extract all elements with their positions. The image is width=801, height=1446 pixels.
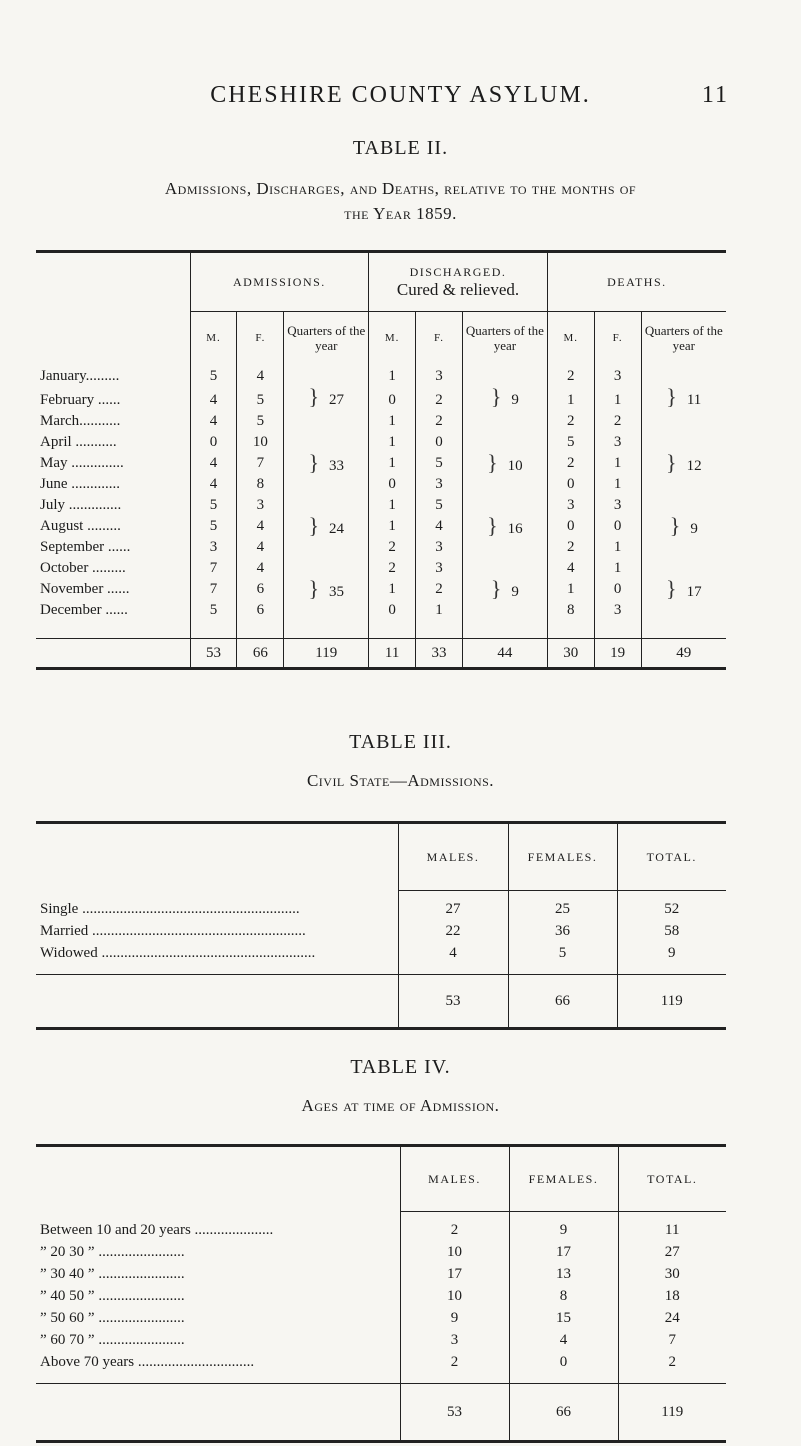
adm-m-header: M. [190, 312, 237, 364]
spacer-cell [509, 1374, 618, 1384]
dis-quarter-value [462, 558, 547, 621]
table4-subtitle: Ages at time of Admission. [301, 1096, 500, 1115]
adm-m-value: 4 [190, 453, 237, 474]
row-label: Between 10 and 20 years ..................... [40, 1222, 274, 1238]
table-iii [36, 821, 726, 1030]
adm-f-header: F. [237, 312, 284, 364]
females-value: 9 [509, 1220, 618, 1242]
dis-f-value: 4 [416, 516, 463, 537]
running-head [0, 82, 801, 109]
dis-quarter-value [462, 495, 547, 558]
total-dis-f: 33 [416, 639, 463, 669]
table2-spacer-row [36, 621, 726, 639]
table3-stub-header [36, 823, 398, 891]
adm-m-value: 3 [190, 537, 237, 558]
brace-glyph: } [669, 512, 681, 538]
spacer-cell [400, 1212, 509, 1220]
dis-f-value: 0 [416, 432, 463, 453]
adm-m-value: 7 [190, 558, 237, 579]
row-label: Married ......................................................... [40, 923, 306, 939]
table3-top-spacer [36, 891, 726, 899]
table4-totals-stub [36, 1384, 400, 1442]
dea-f-value: 3 [594, 364, 641, 390]
spacer-cell [237, 621, 284, 639]
dis-f-value: 2 [416, 579, 463, 600]
adm-m-value: 0 [190, 432, 237, 453]
adm-m-value: 4 [190, 390, 237, 411]
table3-totals-row [36, 975, 726, 1029]
total-dea-m: 30 [547, 639, 594, 669]
females-value: 4 [509, 1330, 618, 1352]
dea-quarter-number: 9 [690, 520, 698, 537]
dea-m-value: 3 [547, 495, 594, 516]
month-row [36, 558, 726, 579]
spacer-cell [617, 965, 726, 975]
discharged-sublabel: Cured & relieved. [396, 279, 520, 299]
month-label: March........... [40, 412, 121, 429]
adm-quarter-number: 27 [329, 392, 345, 408]
adm-f-value: 4 [237, 558, 284, 579]
dea-f-header: F. [594, 312, 641, 364]
dis-m-value: 2 [369, 537, 416, 558]
females-value: 0 [509, 1352, 618, 1374]
row-label: ” 50 60 ” ....................... [40, 1310, 185, 1326]
brace-glyph: } [666, 575, 677, 601]
spacer-cell [618, 1212, 726, 1220]
spacer-cell [36, 965, 398, 975]
total-value: 24 [618, 1308, 726, 1330]
adm-quarters-header: Quarters of the year [284, 312, 369, 364]
month-row [36, 537, 726, 558]
table4-females-header: FEMALES. [509, 1146, 618, 1212]
table4-top-spacer [36, 1212, 726, 1220]
table2-stub-header [36, 252, 190, 364]
table-row [36, 1264, 726, 1286]
table3-total-females: 66 [508, 975, 617, 1029]
dis-m-value: 1 [369, 495, 416, 516]
dis-m-value: 0 [369, 390, 416, 411]
spacer-cell [547, 621, 594, 639]
dea-quarter-number: 11 [686, 392, 702, 408]
dea-quarter-value [641, 558, 726, 621]
adm-m-value: 5 [190, 516, 237, 537]
deaths-header: DEATHS. [547, 252, 726, 312]
dea-f-value: 0 [594, 516, 641, 537]
adm-f-value: 4 [237, 516, 284, 537]
total-value: 30 [618, 1264, 726, 1286]
females-value: 5 [508, 943, 617, 965]
table4-title: TABLE IV. [350, 1056, 451, 1078]
row-label: Single .......................................................... [40, 901, 300, 917]
dea-m-value: 2 [547, 364, 594, 390]
month-row [36, 474, 726, 495]
table-row [36, 1330, 726, 1352]
dis-m-value: 0 [369, 474, 416, 495]
table3-females-header: FEMALES. [508, 823, 617, 891]
dis-m-value: 1 [369, 411, 416, 432]
dea-f-value: 3 [594, 600, 641, 621]
adm-m-value: 4 [190, 474, 237, 495]
dis-f-value: 3 [416, 537, 463, 558]
adm-f-value: 3 [237, 495, 284, 516]
table3-subtitle: Civil State—Admissions. [306, 771, 495, 790]
discharged-label: DISCHARGED. [409, 264, 507, 279]
males-value: 9 [400, 1308, 509, 1330]
spacer-cell [36, 621, 190, 639]
adm-quarter-value [284, 364, 369, 432]
dis-quarter-value [462, 432, 547, 495]
females-value: 25 [508, 899, 617, 921]
table-ii [36, 250, 726, 670]
admissions-header: ADMISSIONS. [190, 252, 369, 312]
adm-quarter-value [284, 432, 369, 495]
table3-totals-stub [36, 975, 398, 1029]
dis-m-value: 1 [369, 432, 416, 453]
month-row [36, 453, 726, 474]
adm-f-value: 4 [237, 364, 284, 390]
dea-m-value: 1 [547, 579, 594, 600]
dea-quarter-number: 12 [686, 457, 702, 474]
table3-males-header: MALES. [398, 823, 508, 891]
males-value: 17 [400, 1264, 509, 1286]
dea-f-value: 1 [594, 474, 641, 495]
males-value: 10 [400, 1242, 509, 1264]
spacer-cell [462, 621, 547, 639]
adm-quarter-value [284, 495, 369, 558]
total-dis-q: 44 [462, 639, 547, 669]
adm-f-value: 10 [237, 432, 284, 453]
table-row [36, 1308, 726, 1330]
spacer-cell [508, 965, 617, 975]
males-value: 27 [398, 899, 508, 921]
males-value: 2 [400, 1352, 509, 1374]
dis-f-value: 3 [416, 364, 463, 390]
adm-quarter-number: 35 [329, 583, 345, 600]
row-label: ” 20 30 ” ....................... [40, 1244, 185, 1260]
dea-m-value: 1 [547, 390, 594, 411]
females-value: 8 [509, 1286, 618, 1308]
total-value: 2 [618, 1352, 726, 1374]
brace-glyph: } [490, 384, 502, 409]
month-row [36, 432, 726, 453]
males-value: 4 [398, 943, 508, 965]
dis-m-header: M. [369, 312, 416, 364]
brace-glyph: } [308, 575, 320, 601]
brace-glyph: } [490, 575, 502, 601]
brace-glyph: } [487, 449, 498, 475]
table4-totals-row [36, 1384, 726, 1442]
dea-m-value: 5 [547, 432, 594, 453]
males-value: 2 [400, 1220, 509, 1242]
dea-m-value: 2 [547, 453, 594, 474]
total-value: 9 [617, 943, 726, 965]
table3-total-males: 53 [398, 975, 508, 1029]
dis-quarters-header: Quarters of the year [462, 312, 547, 364]
month-label: August ......... [40, 517, 121, 534]
males-value: 10 [400, 1286, 509, 1308]
month-label: July .............. [40, 496, 122, 513]
month-label: April ........... [40, 433, 117, 450]
dea-m-value: 8 [547, 600, 594, 621]
spacer-cell [594, 621, 641, 639]
dis-m-value: 1 [369, 516, 416, 537]
dea-quarter-value [641, 432, 726, 495]
spacer-cell [398, 891, 508, 899]
table-row [36, 1242, 726, 1264]
males-value: 3 [400, 1330, 509, 1352]
row-label: Above 70 years ............................... [40, 1354, 255, 1370]
females-value: 15 [509, 1308, 618, 1330]
spacer-cell [369, 621, 416, 639]
month-label: October ......... [40, 559, 126, 576]
spacer-cell [36, 1212, 400, 1220]
table4-stub-header [36, 1146, 400, 1212]
table-row [36, 899, 726, 921]
dis-f-header: F. [416, 312, 463, 364]
month-label: June ............. [40, 475, 120, 492]
adm-m-value: 5 [190, 495, 237, 516]
dea-f-value: 1 [594, 558, 641, 579]
dea-quarter-value [641, 495, 726, 558]
brace-glyph: } [308, 512, 320, 538]
dea-f-value: 1 [594, 537, 641, 558]
spacer-cell [36, 891, 398, 899]
adm-quarter-number: 33 [329, 457, 345, 474]
adm-quarter-number: 24 [329, 520, 345, 537]
total-value: 52 [617, 899, 726, 921]
table-iv [36, 1144, 726, 1443]
table4-males-header: MALES. [400, 1146, 509, 1212]
table-row [36, 943, 726, 965]
dis-quarter-number: 10 [507, 457, 523, 474]
month-row [36, 390, 726, 411]
month-row [36, 495, 726, 516]
dea-f-value: 3 [594, 495, 641, 516]
table-row [36, 1220, 726, 1242]
adm-f-value: 6 [237, 600, 284, 621]
table4-total-total: 119 [618, 1384, 726, 1442]
dea-m-value: 0 [547, 474, 594, 495]
table-row [36, 1286, 726, 1308]
dea-f-value: 1 [594, 390, 641, 411]
month-row [36, 579, 726, 600]
table3-total-total: 119 [617, 975, 726, 1029]
total-adm-q: 119 [284, 639, 369, 669]
females-value: 17 [509, 1242, 618, 1264]
spacer-cell [190, 621, 237, 639]
dis-f-value: 2 [416, 390, 463, 411]
brace-glyph: } [308, 384, 320, 409]
total-adm-f: 66 [237, 639, 284, 669]
dis-f-value: 3 [416, 558, 463, 579]
females-value: 36 [508, 921, 617, 943]
table2-title: TABLE II. [352, 137, 449, 159]
total-value: 7 [618, 1330, 726, 1352]
spacer-cell [508, 891, 617, 899]
dea-f-value: 2 [594, 411, 641, 432]
dis-m-value: 1 [369, 579, 416, 600]
dis-m-value: 0 [369, 600, 416, 621]
females-value: 13 [509, 1264, 618, 1286]
month-label: May .............. [40, 454, 124, 471]
spacer-cell [400, 1374, 509, 1384]
dis-f-value: 1 [416, 600, 463, 621]
adm-m-value: 5 [190, 364, 237, 390]
dea-f-value: 1 [594, 453, 641, 474]
dea-m-value: 2 [547, 411, 594, 432]
dea-m-value: 2 [547, 537, 594, 558]
dis-f-value: 2 [416, 411, 463, 432]
dis-f-value: 5 [416, 453, 463, 474]
dea-quarter-number: 17 [686, 583, 702, 600]
row-label: ” 60 70 ” ....................... [40, 1332, 185, 1348]
adm-f-value: 5 [237, 411, 284, 432]
month-row [36, 600, 726, 621]
dea-quarters-header: Quarters of the year [641, 312, 726, 364]
total-dis-m: 11 [369, 639, 416, 669]
table4-total-females: 66 [509, 1384, 618, 1442]
dis-quarter-value [462, 364, 547, 432]
table4-bottom-spacer [36, 1374, 726, 1384]
total-adm-m: 53 [190, 639, 237, 669]
adm-f-value: 4 [237, 537, 284, 558]
month-row [36, 516, 726, 537]
total-value: 18 [618, 1286, 726, 1308]
row-label: Widowed ......................................................... [40, 945, 316, 961]
total-value: 58 [617, 921, 726, 943]
adm-f-value: 8 [237, 474, 284, 495]
dis-m-value: 1 [369, 364, 416, 390]
spacer-cell [284, 621, 369, 639]
table4-total-males: 53 [400, 1384, 509, 1442]
total-dea-q: 49 [641, 639, 726, 669]
row-label: ” 30 40 ” ....................... [40, 1266, 185, 1282]
table3-title: TABLE III. [349, 731, 452, 753]
dea-m-header: M. [547, 312, 594, 364]
brace-glyph: } [308, 449, 320, 475]
row-label: ” 40 50 ” ....................... [40, 1288, 185, 1304]
spacer-cell [509, 1212, 618, 1220]
month-label: January......... [40, 368, 120, 384]
brace-glyph: } [666, 449, 677, 475]
discharged-header [369, 252, 548, 312]
spacer-cell [398, 965, 508, 975]
dea-m-value: 0 [547, 516, 594, 537]
month-label: November ...... [40, 580, 130, 597]
dis-f-value: 3 [416, 474, 463, 495]
adm-m-value: 5 [190, 600, 237, 621]
adm-f-value: 7 [237, 453, 284, 474]
adm-f-value: 6 [237, 579, 284, 600]
dis-quarter-number: 9 [511, 583, 519, 600]
adm-f-value: 5 [237, 390, 284, 411]
adm-m-value: 7 [190, 579, 237, 600]
table2-subtitle-line1: Admissions, Discharges, and Deaths, relative to the months of [164, 179, 637, 198]
total-value: 27 [618, 1242, 726, 1264]
spacer-cell [618, 1374, 726, 1384]
month-row [36, 411, 726, 432]
table2-totals-row [36, 639, 726, 669]
month-label: September ...... [40, 538, 131, 555]
table2-totals-stub [36, 639, 190, 669]
dea-f-value: 3 [594, 432, 641, 453]
running-head-title: CHESHIRE COUNTY ASYLUM. [210, 82, 591, 108]
males-value: 22 [398, 921, 508, 943]
dis-m-value: 2 [369, 558, 416, 579]
dea-quarter-value [641, 364, 726, 432]
table3-total-header: TOTAL. [617, 823, 726, 891]
spacer-cell [416, 621, 463, 639]
month-label: February ...... [40, 391, 121, 408]
spacer-cell [36, 1374, 400, 1384]
table3-bottom-spacer [36, 965, 726, 975]
table2-subtitle-line2: the Year 1859. [344, 204, 457, 223]
table-row [36, 1352, 726, 1374]
brace-glyph: } [487, 512, 498, 538]
spacer-cell [641, 621, 726, 639]
spacer-cell [617, 891, 726, 899]
month-row [36, 364, 726, 390]
month-label: December ...... [40, 601, 128, 618]
total-value: 11 [618, 1220, 726, 1242]
total-dea-f: 19 [594, 639, 641, 669]
page-number: 11 [701, 82, 729, 108]
dis-m-value: 1 [369, 453, 416, 474]
dis-quarter-number: 16 [507, 520, 523, 537]
adm-m-value: 4 [190, 411, 237, 432]
adm-quarter-value [284, 558, 369, 621]
dea-f-value: 0 [594, 579, 641, 600]
brace-glyph: } [666, 384, 677, 409]
dea-m-value: 4 [547, 558, 594, 579]
dis-quarter-number: 9 [511, 392, 519, 408]
table4-total-header: TOTAL. [618, 1146, 726, 1212]
dis-f-value: 5 [416, 495, 463, 516]
table-row [36, 921, 726, 943]
